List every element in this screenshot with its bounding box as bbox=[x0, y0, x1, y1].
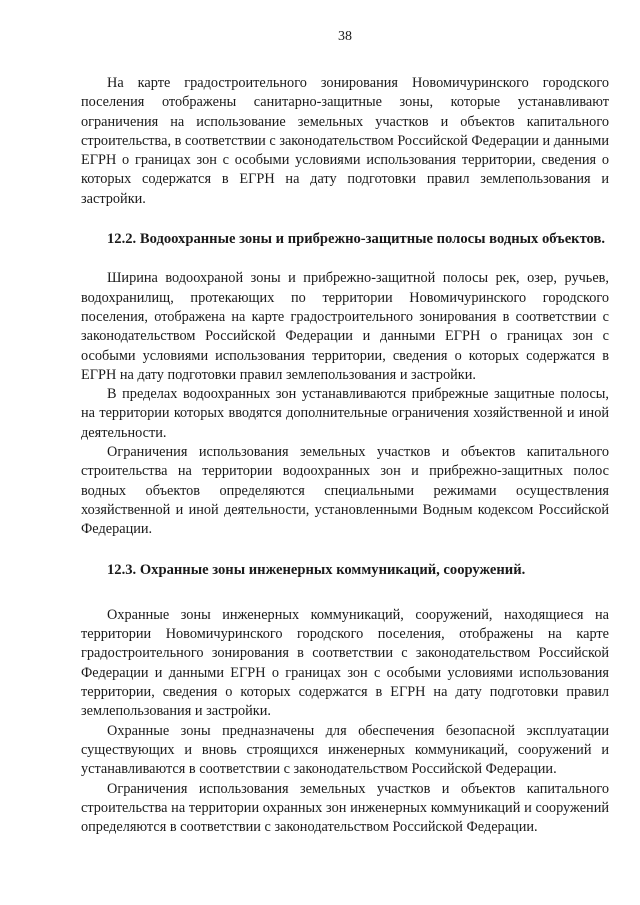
paragraph-engineering-zones: Охранные зоны инженерных коммуникаций, сооружений, находящиеся на территории Новомичуринского городского поселения, отображены на карте градостроительного зонирования в соответствии с законодательством Российской Федерации и данными ЕГРН о границах зон с особыми условиями использования территории, сведения о которых содержатся в ЕГРН на дату подготовки правил землепользования и застройки. bbox=[81, 606, 609, 720]
paragraph-sanitary-zones: На карте градостроительного зонирования Новомичуринского городского поселения отображены санитарно-защитные зоны, которые устанавливают ограничения на использование земельных участков и объектов капитального строительства, в соответствии с законодательством Российской Федерации и данными ЕГРН о границах зон с особыми условиями использования территории, сведения о которых содержатся в ЕГРН на дату подготовки правил землепользования и застройки. bbox=[81, 75, 609, 207]
heading-section-12-2: 12.2. Водоохранные зоны и прибрежно-защитные полосы водных объектов. bbox=[107, 231, 606, 248]
paragraph-water-zone-restrictions: Ограничения использования земельных участков и объектов капитального строительства на территории водоохранных зон и прибрежно-защитных полос водных объектов определяются специальными режимами осуществления хозяйственной и иной деятельности, установленными Водным кодексом Российской Федерации. bbox=[81, 444, 609, 538]
paragraph-engineering-restrictions: Ограничения использования земельных участков и объектов капитального строительства на территории охранных зон инженерных коммуникаций и сооружений определяются в соответствии с законодательством Российской Федерации. bbox=[81, 780, 609, 836]
heading-section-12-3: 12.3. Охранные зоны инженерных коммуникаций, сооружений. bbox=[107, 561, 526, 578]
paragraph-coastal-strips: В пределах водоохранных зон устанавливаются прибрежные защитные полосы, на территории которых вводятся дополнительные ограничения хозяйственной и иной деятельности. bbox=[81, 386, 609, 441]
paragraph-zones-purpose: Охранные зоны предназначены для обеспечения безопасной эксплуатации существующих и вновь строящихся инженерных коммуникаций, сооружений и устанавливаются в соответствии с законодательством Российской Федерации. bbox=[81, 722, 609, 778]
page-number: 38 bbox=[338, 29, 352, 44]
page-content bbox=[81, 74, 609, 837]
paragraph-water-protection-width: Ширина водоохраной зоны и прибрежно-защитной полосы рек, озер, ручьев, водохранилищ, протекающих по территории Новомичуринского городского поселения, отображена на карте градостроительного зонирования в соответствии с законодательством Российской Федерации и данными ЕГРН о границах зон с особыми условиями использования территории, сведения о которых содержатся в ЕГРН на дату подготовки правил землепользования и застройки. bbox=[81, 270, 609, 383]
